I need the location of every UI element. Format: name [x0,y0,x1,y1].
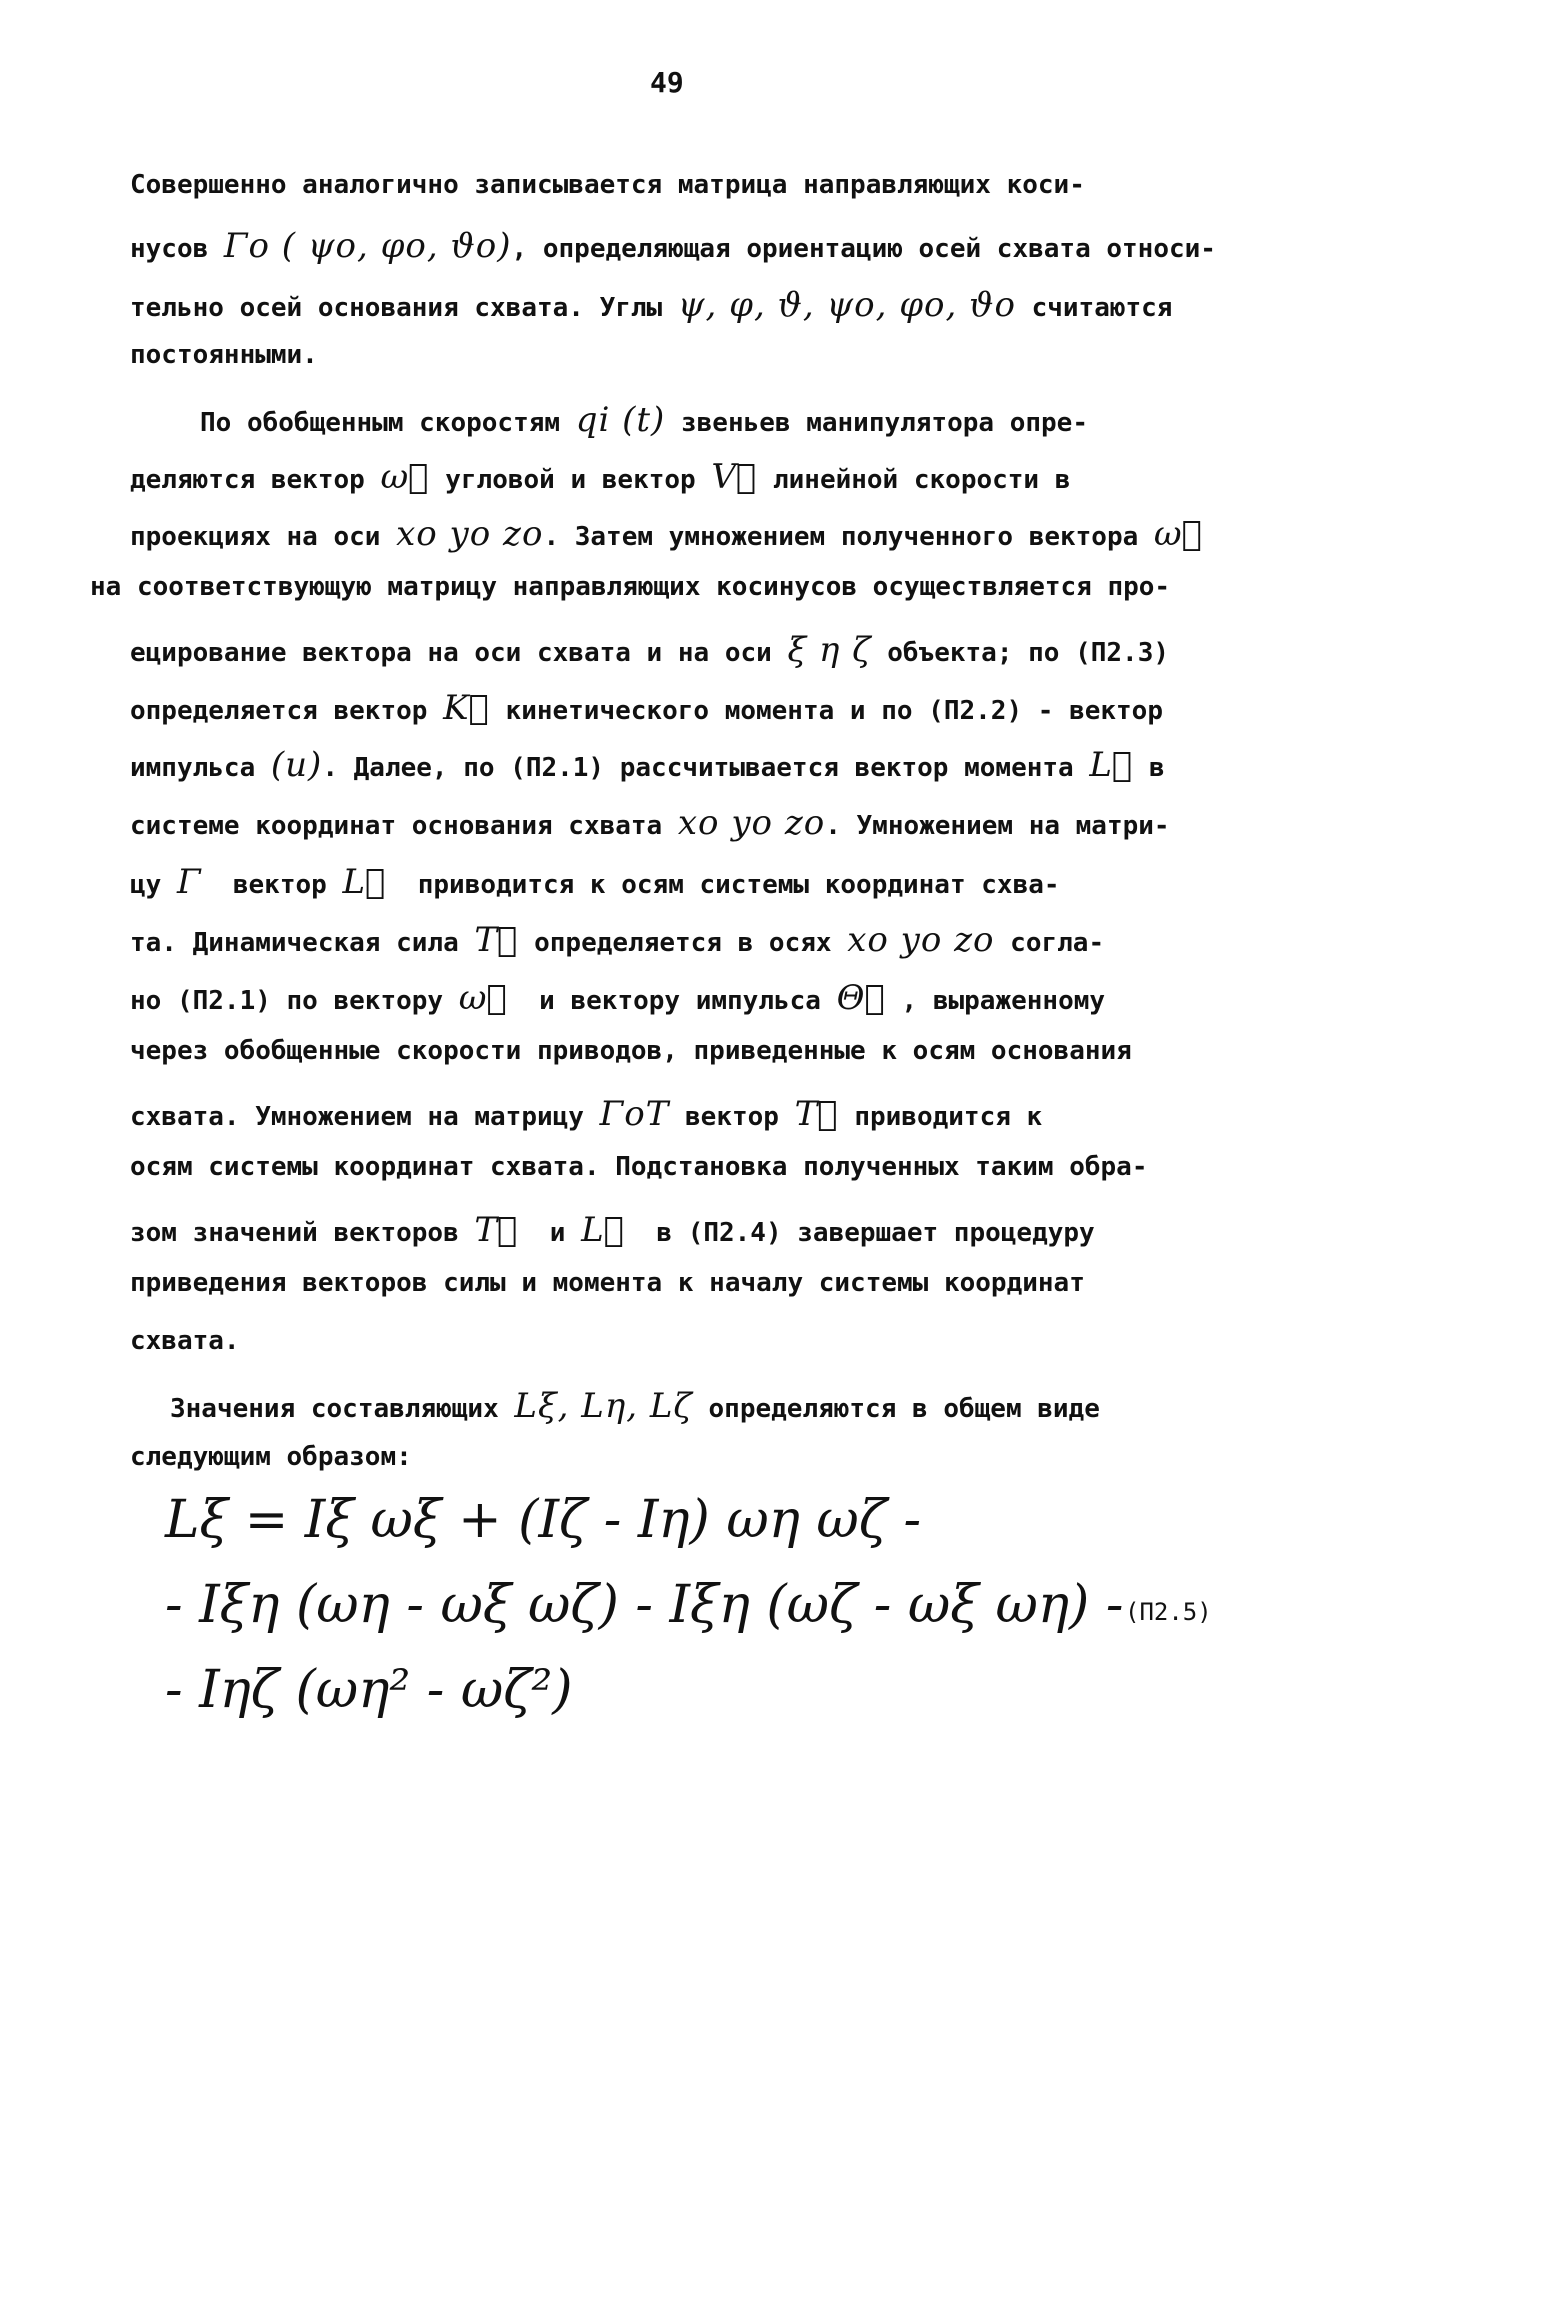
text-line-1: Совершенно аналогично записывается матрица направляющих коси- [130,170,1085,200]
text-line-18: осям системы координат схвата. Подстановка полученных таким обра- [130,1152,1148,1182]
math-gamma: Γ [176,862,202,902]
math-theta-vector: Θ⃗ [836,978,886,1018]
math-gamma-o-t: ΓoT [599,1094,670,1134]
text-line-3: тельно осей основания схвата. Углы ψ, φ, ϑ, ψo, φo, ϑo считаются [130,285,1173,325]
math-t-vector: T⃗ [474,920,519,960]
text-line-19: зом значений векторов T⃗ и L⃗ в (П2.4) завершает процедуру [130,1210,1095,1250]
text-line-9: ецирование вектора на оси схвата и на оси ξ η ζ объекта; по (П2.3) [130,630,1170,670]
text-line-11: импульса (и). Далее, по (П2.1) рассчитывается вектор момента L⃗ в [130,745,1165,785]
text-line-12: системе координат основания схвата xo yo zo. Умножением на матри- [130,803,1170,843]
math-xi-eta-zeta: ξ η ζ [787,630,872,670]
math-l-vector-3: L⃗ [581,1210,626,1250]
math-xyz-o-3: xo yo zo [847,920,995,960]
formula-line-3: - Iηζ (ωη² - ωζ²) [165,1660,573,1720]
math-l-components: Lξ, Lη, Lζ [514,1386,693,1426]
text-line-22: Значения составляющих Lξ, Lη, Lζ определяются в общем виде [170,1386,1100,1426]
text-line-15: но (П2.1) по вектору ω⃗ и вектору импульса Θ⃗ , выраженному [130,978,1106,1018]
math-omega-vector-3: ω⃗ [458,978,508,1018]
formula-line-2: - Iξη (ωη - ωξ ωζ) - Iξη (ωζ - ωξ ωη) - [165,1575,1124,1635]
text-line-13: цу Γ вектор L⃗ приводится к осям системы координат схва- [130,862,1060,902]
math-gamma-o: Γo ( ψo, φo, ϑo) [223,226,512,266]
text-line-14: та. Динамическая сила T⃗ определяется в осях xo yo zo согла- [130,920,1105,960]
math-t-vector-2: T⃗ [794,1094,839,1134]
math-xyz-o-2: xo yo zo [677,803,826,843]
math-omega-vector: ω⃗ [380,457,430,497]
text-line-2: нусов Γo ( ψo, φo, ϑo), определяющая ориентацию осей схвата относи- [130,226,1216,266]
text-line-5: По обобщенным скоростям qi (t) звеньев манипулятора опре- [200,400,1088,440]
text-line-10: определяется вектор K⃗ кинетического момента и по (П2.2) - вектор [130,688,1163,728]
text-line-17: схвата. Умножением на матрицу ΓoT вектор T⃗ приводится к [130,1094,1043,1134]
math-q-t: qi (t) [575,400,666,440]
math-v-vector: V⃗ [711,457,758,497]
page-number: 49 [650,66,684,99]
math-l-vector-2: L⃗ [342,862,387,902]
text-line-6: деляются вектор ω⃗ угловой и вектор V⃗ линейной скорости в [130,457,1071,497]
equation-number: (П2.5) [1125,1598,1212,1626]
math-impulse: (и) [270,745,323,785]
text-line-8: на соответствующую матрицу направляющих косинусов осуществляется про- [90,572,1171,602]
math-t-vector-3: T⃗ [474,1210,519,1250]
text-line-23: следующим образом: [130,1442,412,1472]
text-line-7: проекциях на оси xo yo zo. Затем умножением полученного вектора ω⃗ [130,514,1204,554]
text-line-21: схвата. [130,1326,240,1356]
text-line-16: через обобщенные скорости приводов, приведенные к осям основания [130,1036,1132,1066]
text-line-20: приведения векторов силы и момента к началу системы координат [130,1268,1085,1298]
math-xyz-o: xo yo zo [396,514,544,554]
text-line-4: постоянными. [130,340,318,370]
math-l-vector: L⃗ [1089,745,1134,785]
math-k-vector: K⃗ [443,688,490,728]
math-angles: ψ, φ, ϑ, ψo, φo, ϑo [677,285,1016,325]
formula-line-1: Lξ = Iξ ωξ + (Iζ - Iη) ωη ωζ - [165,1490,922,1550]
math-omega-vector-2: ω⃗ [1153,514,1204,554]
